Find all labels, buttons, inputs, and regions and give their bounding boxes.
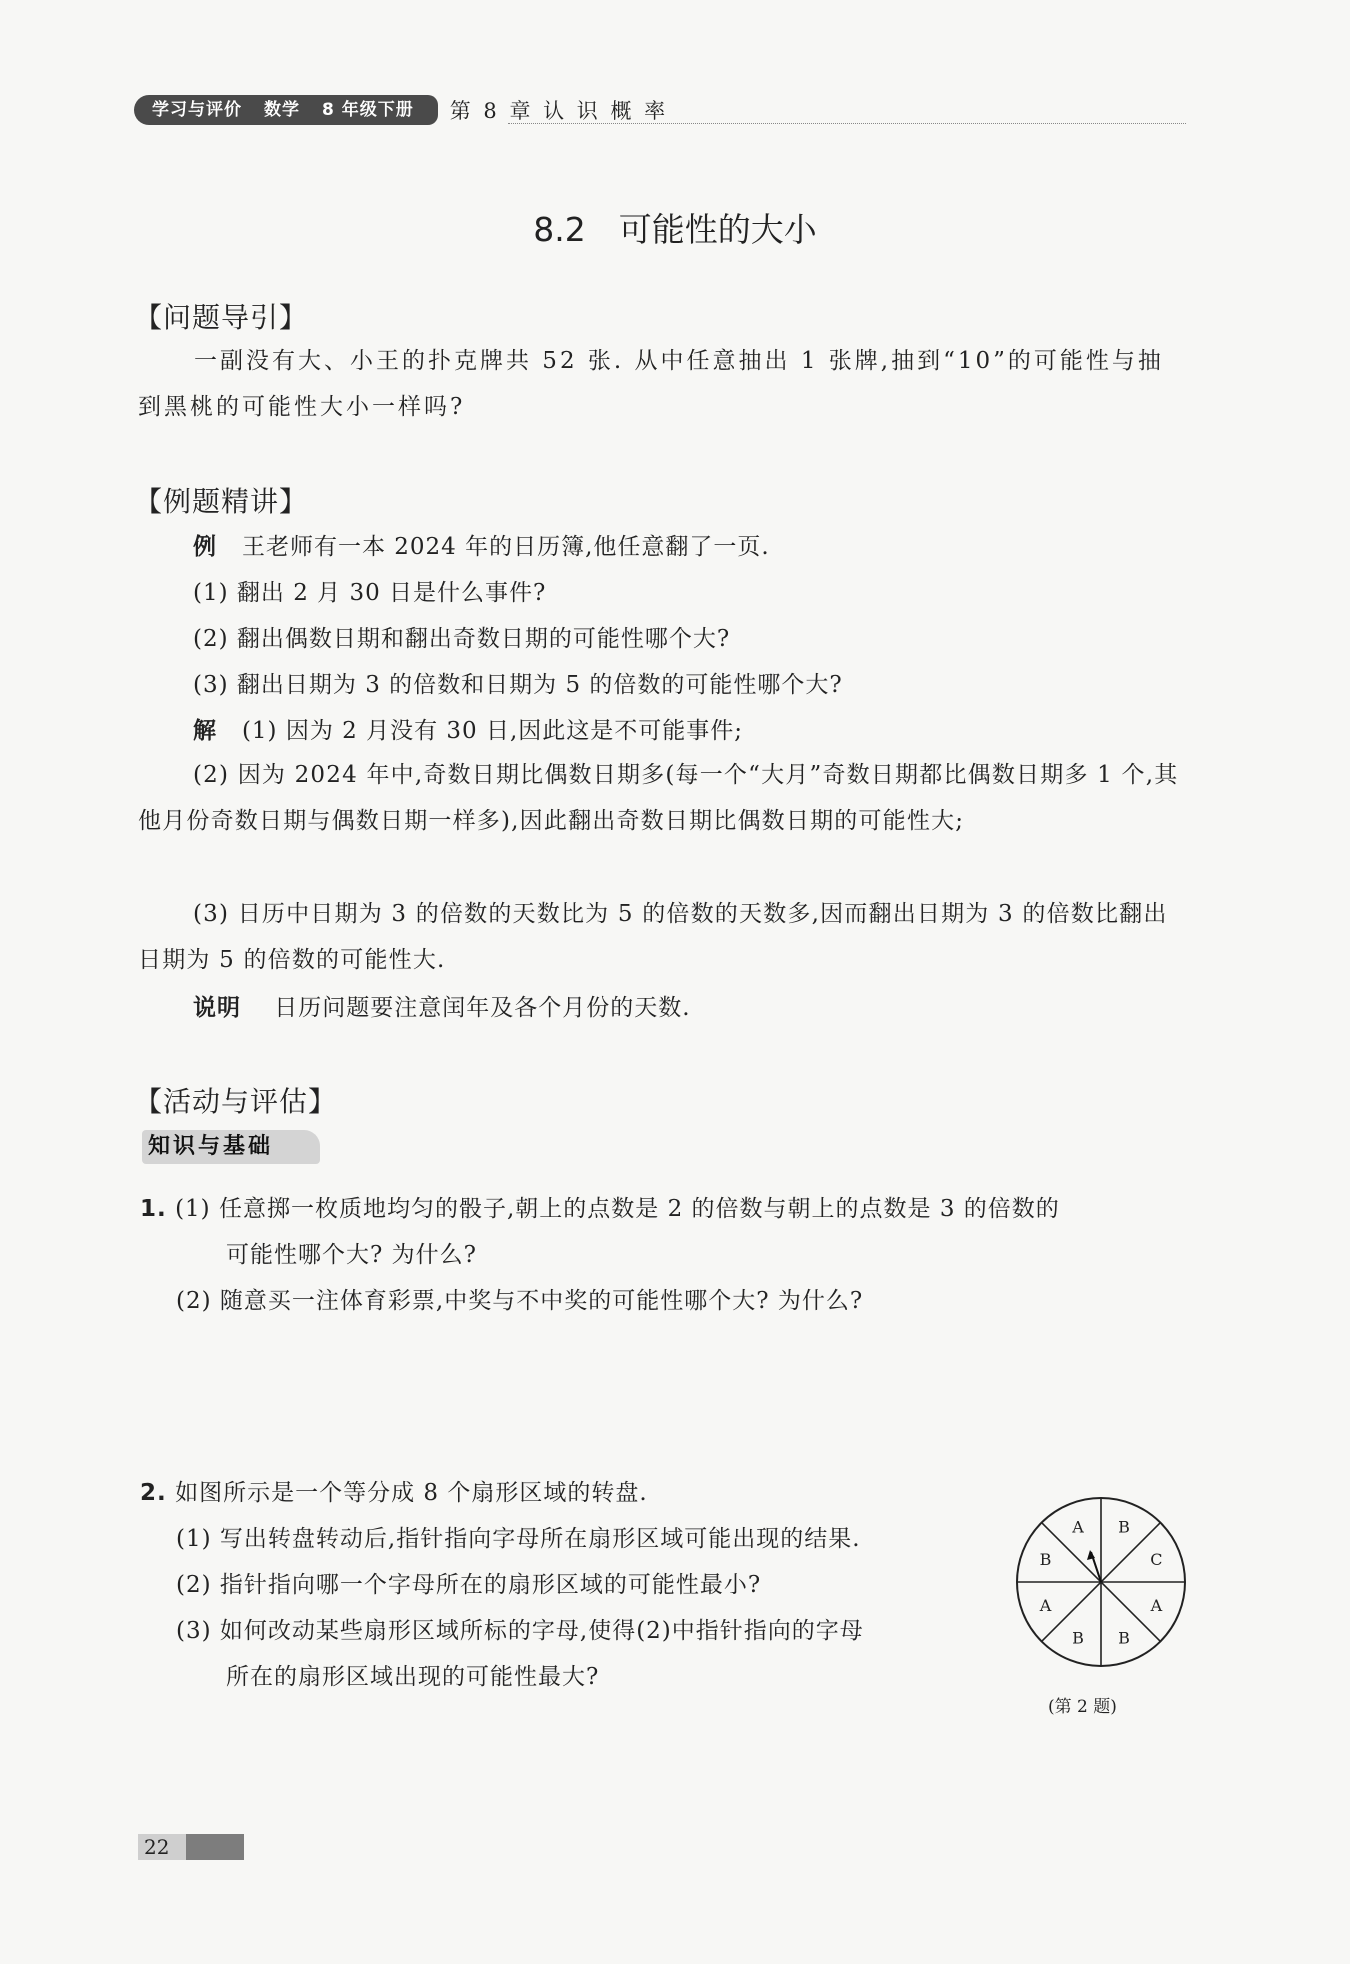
subsection-badge [142,1130,320,1164]
problem2-part3: (3) 如何改动某些扇形区域所标的字母,使得(2)中指针指向的字母 [176,1618,864,1644]
solution-line-1 [193,712,743,745]
example-q2: (2) 翻出偶数日期和翻出奇数日期的可能性哪个大? [193,626,731,652]
sector-label: A [1039,1595,1052,1615]
page-title: 8.2 可能性的大小 [533,210,817,249]
sector-label: B [1039,1550,1052,1570]
problem2-part1: (1) 写出转盘转动后,指针指向字母所在扇形区域可能出现的结果. [176,1526,861,1552]
sector-label: A [1150,1595,1163,1615]
intro-text: 一副没有大、小王的扑克牌共 52 张. 从中任意抽出 1 张牌,抽到“10”的可能性与抽到黑桃的可能性大小一样吗? [138,348,1164,420]
header-tab [428,95,438,125]
problem1-part1: (1) 任意掷一枚质地均匀的骰子,朝上的点数是 2 的倍数与朝上的点数是 3 的倍数的 [175,1196,1060,1222]
problem2-part3-cont: 所在的扇形区域出现的可能性最大? [226,1664,600,1690]
example-label: 例 [193,534,217,560]
sector-label: C [1150,1550,1163,1570]
solution-a2: (2) 因为 2024 年中,奇数日期比偶数日期多(每一个“大月”奇数日期都比偶数日期多 1 个,其他月份奇数日期与偶数日期一样多),因此翻出奇数日期比偶数日期的可能性大; [138,762,1179,834]
figure-caption: (第 2 题) [1048,1697,1117,1717]
note-label: 说明 [193,995,241,1021]
note-line [193,989,691,1022]
book-series: 学习与评价 [152,100,242,120]
problem2-part2: (2) 指针指向哪一个字母所在的扇形区域的可能性最小? [176,1572,762,1598]
problem2-number: 2. [140,1480,167,1506]
problem1-part2: (2) 随意买一注体育彩票,中奖与不中奖的可能性哪个大? 为什么? [176,1288,864,1314]
sector-label: A [1072,1517,1084,1537]
chapter-title: 第 8 章 认 识 概 率 [449,99,669,123]
example-q3: (3) 翻出日期为 3 的倍数和日期为 5 的倍数的可能性哪个大? [193,672,843,698]
page-number-wrap [138,1834,244,1860]
problem1-line1 [140,1190,1060,1223]
note-text: 日历问题要注意闰年及各个月份的天数. [274,995,691,1021]
solution-a3: (3) 日历中日期为 3 的倍数的天数比为 5 的倍数的天数多,因而翻出日期为 3 的倍数比翻出日期为 5 的倍数的可能性大. [138,901,1168,973]
solution-a1: (1) 因为 2 月没有 30 日,因此这是不可能事件; [241,718,744,744]
section-heading-intro: 【问题导引】 [134,301,309,334]
problem2-stem-line [140,1474,648,1507]
page-number: 22 [144,1835,170,1859]
header-divider [508,123,1186,124]
sector-label: B [1118,1517,1130,1537]
solution-label: 解 [193,718,217,744]
book-grade: 8 年级下册 [322,100,414,120]
book-subject: 数学 [264,100,300,120]
section-heading-activity: 【活动与评估】 [134,1085,338,1118]
book-label [134,95,428,125]
example-stem-line [193,528,770,561]
example-stem: 王老师有一本 2024 年的日历簿,他任意翻了一页. [241,534,770,560]
running-header [134,94,668,126]
problem1-part1-cont: 可能性哪个大? 为什么? [226,1242,477,1268]
badge-label: 知识与基础 [148,1134,274,1159]
problem2-stem: 如图所示是一个等分成 8 个扇形区域的转盘. [175,1480,648,1506]
problem1-number: 1. [140,1196,167,1222]
spinner-wheel-figure [1013,1494,1189,1670]
sector-label: B [1118,1628,1130,1648]
sector-label: B [1072,1628,1084,1648]
section-heading-example: 【例题精讲】 [134,485,309,518]
example-q1: (1) 翻出 2 月 30 日是什么事件? [193,580,547,606]
